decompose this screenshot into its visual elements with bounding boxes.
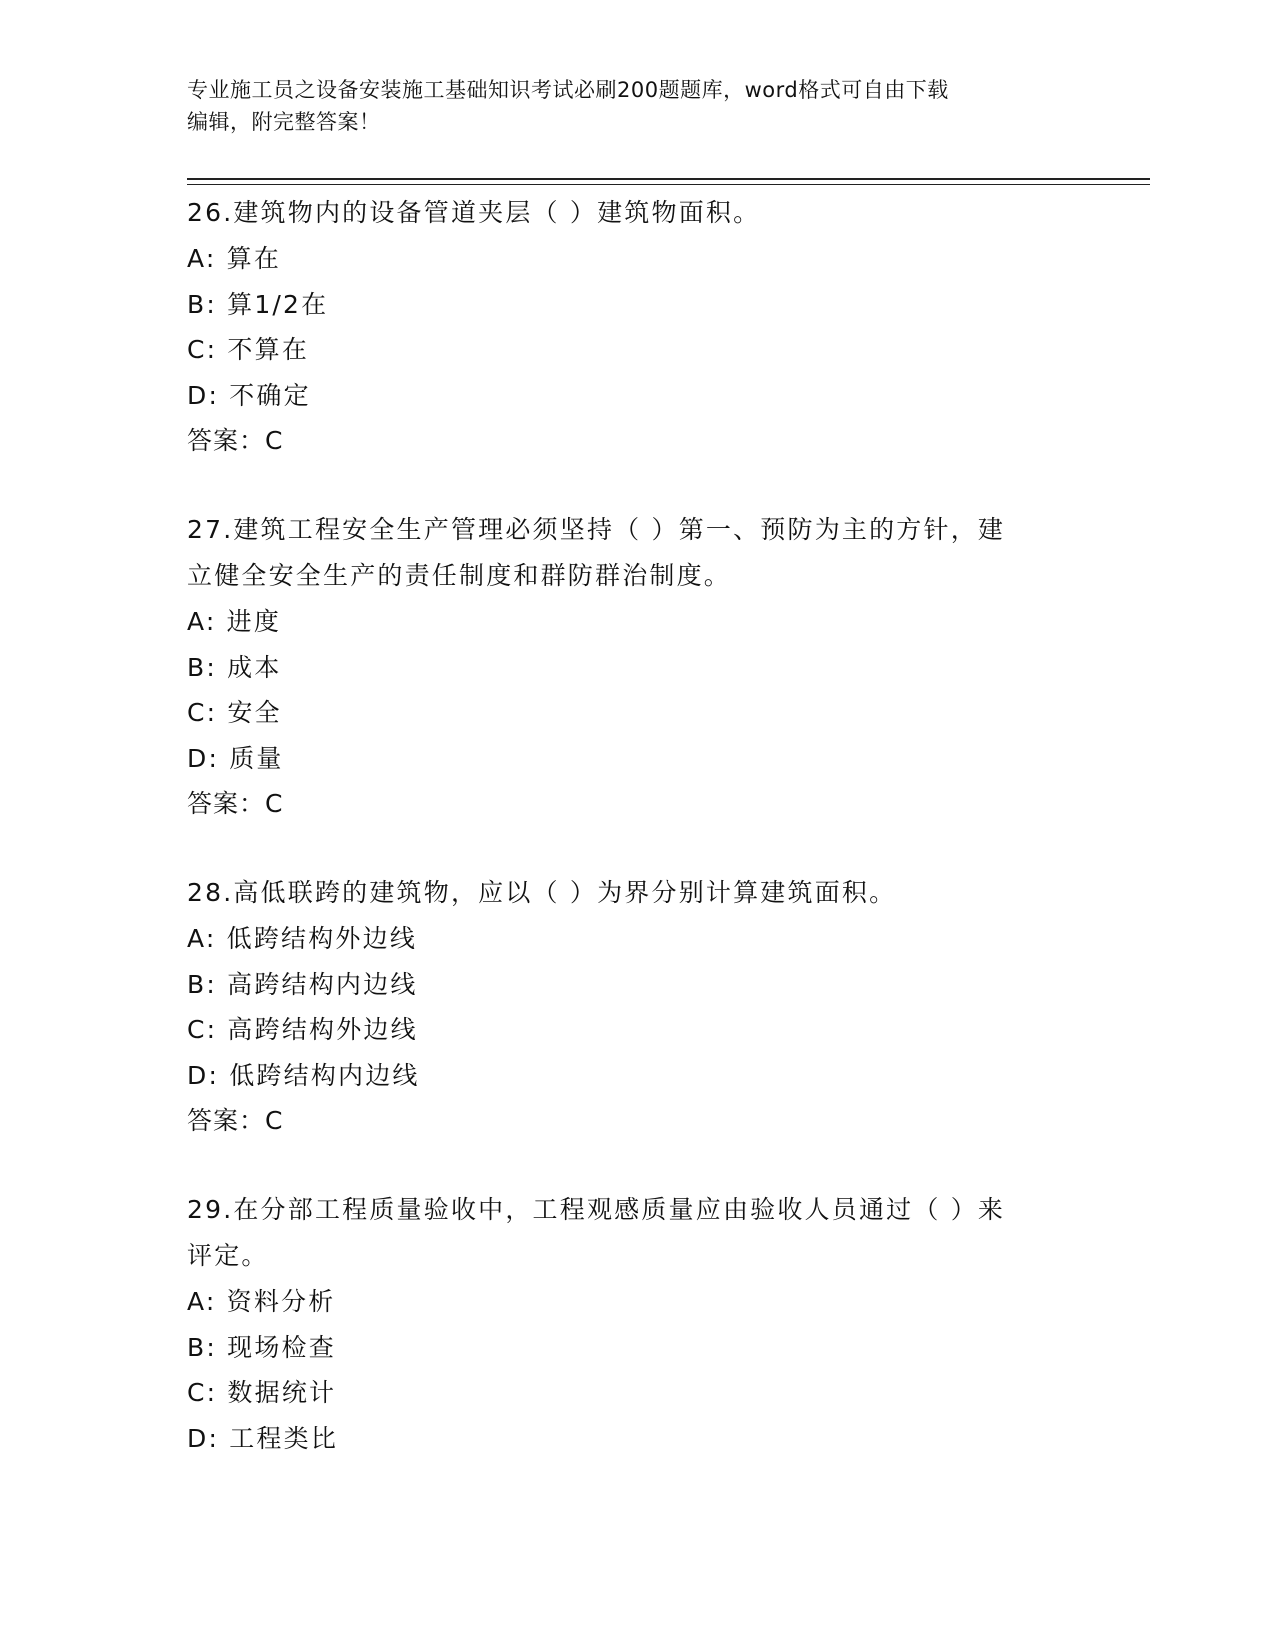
- option-c: C: 安全: [187, 698, 282, 727]
- question-27: [187, 507, 1087, 827]
- header-line-2: 编辑，附完整答案！: [187, 110, 381, 134]
- option-b: B: 现场检查: [187, 1332, 336, 1362]
- option-b: B: 算1/2在: [187, 289, 329, 319]
- option-d: D: 低跨结构内边线: [187, 1060, 420, 1090]
- option-d: D: 工程类比: [187, 1423, 339, 1453]
- answer: 答案：C: [187, 789, 284, 818]
- question-26: [187, 190, 1087, 464]
- question-stem-continued: 评定。: [187, 1241, 269, 1270]
- answer: 答案：C: [187, 1106, 284, 1135]
- answer: 答案：C: [187, 426, 284, 455]
- option-c: C: 高跨结构外边线: [187, 1015, 418, 1044]
- option-c: C: 数据统计: [187, 1378, 337, 1407]
- option-d: D: 质量: [187, 743, 284, 773]
- option-a: A: 算在: [187, 244, 282, 273]
- question-stem-continued: 立健全安全生产的责任制度和群防群治制度。: [187, 561, 732, 590]
- question-stem: 27.建筑工程安全生产管理必须坚持（ ）第一、预防为主的方针，建: [187, 515, 1006, 544]
- option-b: B: 高跨结构内边线: [187, 969, 418, 999]
- question-list: [187, 190, 1087, 1461]
- header-rule-thin: [187, 184, 1150, 185]
- option-a: A: 低跨结构外边线: [187, 924, 418, 953]
- question-stem: 29.在分部工程质量验收中，工程观感质量应由验收人员通过（ ）来: [187, 1195, 1006, 1224]
- option-d: D: 不确定: [187, 380, 311, 410]
- option-a: A: 进度: [187, 607, 282, 636]
- question-stem: 28.高低联跨的建筑物，应以（ ）为界分别计算建筑面积。: [187, 878, 897, 907]
- question-29: [187, 1187, 1087, 1461]
- option-b: B: 成本: [187, 652, 282, 682]
- header-rule-thick: [187, 178, 1150, 180]
- option-c: C: 不算在: [187, 335, 310, 364]
- question-stem: 26.建筑物内的设备管道夹层（ ）建筑物面积。: [187, 198, 761, 227]
- option-a: A: 资料分析: [187, 1287, 336, 1316]
- question-28: [187, 870, 1087, 1144]
- header-line-1: 专业施工员之设备安装施工基础知识考试必刷200题题库，word格式可自由下载: [187, 78, 949, 102]
- document-header: [187, 74, 1087, 138]
